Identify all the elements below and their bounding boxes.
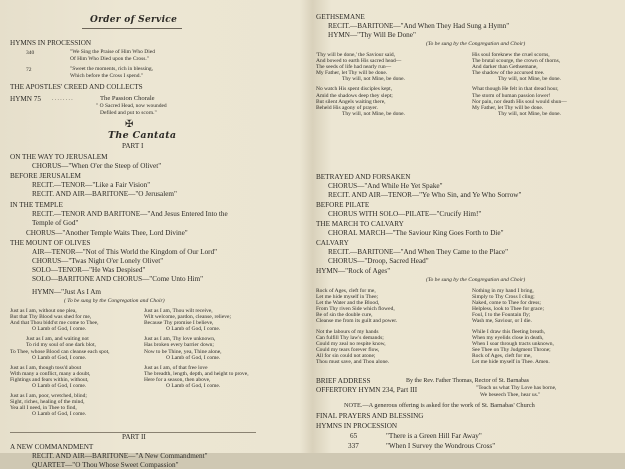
hymn-337-title: "When I Survey the Wondrous Cross"	[386, 442, 496, 450]
verse-line: His soul foreknew the cruel scorns,	[472, 52, 550, 58]
offertory-hymn: OFFERTORY HYMN 234, Part III	[316, 386, 418, 394]
verse-line: Cleanse me from its guilt and power.	[316, 318, 398, 325]
brief-address-label: BRIEF ADDRESS	[316, 377, 371, 385]
verse-line: Just as I am, Thy love unknown,	[144, 336, 216, 343]
section-in-the-temple: IN THE TEMPLE	[10, 201, 63, 209]
verse-line: My Father, let Thy will be done.	[316, 70, 388, 77]
solo-come-unto-him: SOLO—BARITONE AND CHORUS—"Come Unto Him"	[32, 275, 204, 283]
header-rule	[82, 28, 182, 29]
verse-line: The shadow of the accursed tree.	[472, 70, 545, 77]
cantata-heading: The Cantata	[108, 130, 177, 141]
verse-line: Can fulfill Thy law's demands;	[316, 334, 384, 341]
right-page	[316, 0, 616, 453]
offertory-line1: "Teach us what Thy Love has borne,	[476, 385, 557, 391]
rock-verses-left	[316, 288, 397, 365]
verse-line: Nothing in my hand I bring,	[472, 288, 534, 294]
section-before-pilate: BEFORE PILATE	[316, 201, 370, 209]
verse-line: When I soar through tracts unknown,	[472, 340, 554, 347]
verse-line: Thy will, not Mine, be done.	[498, 76, 561, 83]
verse-line: And bowed to earth His sacred head—	[316, 58, 402, 65]
chorus-while-he-spake: CHORUS—"And While He Yet Spake"	[328, 182, 443, 190]
verse-line: Could my zeal no respite know,	[316, 340, 386, 347]
passion-chorale-title: The Passion Chorale	[100, 95, 155, 102]
offering-note: NOTE.—A generous offering is asked for the work of St. Barnabas' Church	[344, 402, 535, 409]
verse-line: Here for a season, then above,	[144, 376, 211, 383]
section-new-commandment: A NEW COMMANDMENT	[10, 443, 94, 451]
left-page	[8, 0, 298, 469]
verse-line: Could my tears forever flow,	[316, 346, 380, 353]
recit-came-to-place: RECIT.—BARITONE—"And When They Came to the Place"	[328, 248, 509, 256]
procession-heading-2: HYMNS IN PROCESSION	[316, 422, 398, 430]
congregation-note-2: (To be sung by the Congregation and Choir)	[426, 277, 526, 283]
recit-ye-who-sin: RECIT. AND AIR—TENOR—"Ye Who Sin, and Ye Who Sorrow"	[328, 191, 522, 199]
hymn-72-number: 72	[26, 67, 32, 73]
verse-line: With many a conflict, many a doubt,	[10, 370, 91, 377]
chorus-another-temple: CHORUS—"Another Temple Waits Thee, Lord Divine"	[26, 229, 188, 237]
verse-line: Just as I am, without one plea,	[10, 308, 77, 314]
verse-line: Wilt welcome, pardon, cleanse, relieve;	[144, 314, 231, 321]
hymn-verses-right	[144, 308, 249, 389]
verse-line: Wash me, Saviour, or I die.	[472, 318, 532, 325]
hymn-340-line1: "We Sing the Praise of Him Who Died	[70, 49, 155, 55]
congregation-note-left: ( To be sung by the Congregation and Choir)	[64, 298, 165, 304]
chorus-crucify-him: CHORUS WITH SOLO—PILATE—"Crucify Him!"	[328, 210, 482, 218]
creed-heading: THE APOSTLES' CREED AND COLLECTS	[10, 83, 143, 91]
verse-line: O Lamb of God, I come.	[32, 326, 87, 333]
hymn-340-number: 340	[26, 50, 35, 56]
recit-temple-of-god: Temple of God"	[32, 219, 79, 227]
hymn-65-title: "There is a Green Hill Far Away"	[386, 432, 482, 440]
chorus-droop-sacred-head: CHORUS—"Droop, Sacred Head"	[328, 257, 429, 265]
verse-line: To rid my soul of one dark blot,	[26, 342, 96, 349]
verse-line: Just as I am, though toss'd about	[10, 364, 82, 371]
verse-line: Nor pain, nor death His soul would shun—	[472, 98, 567, 105]
air-not-of-this-world: AIR—TENOR—"Not of This World the Kingdom of Our Lord"	[32, 248, 218, 256]
verse-line: And darker than Gethsemane,	[472, 64, 538, 71]
recit-o-jerusalem: RECIT. AND AIR—BARITONE—"O Jerusalem"	[32, 190, 177, 198]
verse-line: Just as I am, poor, wretched, blind;	[10, 393, 87, 400]
chorale-line1: " O Sacred Head, now wounded	[96, 103, 167, 109]
offertory-line2: We beseech Thee, hear us."	[480, 392, 541, 398]
section-calvary: CALVARY	[316, 239, 349, 247]
verse-line: While I draw this fleeting breath,	[472, 328, 546, 335]
chorus-olivet: CHORUS—"When O'er the Steep of Olivet"	[32, 162, 162, 170]
verse-line: From Thy riven Side which flowed,	[316, 306, 395, 313]
verse-line: What though He felt in that dread hour,	[472, 86, 559, 93]
hymn-72-line2: Which before the Cross I spend."	[70, 73, 144, 79]
cross-icon: ✠	[125, 119, 134, 130]
verse-line: Now to be Thine, yea, Thine alone,	[144, 348, 222, 355]
verse-line: Foul, I to the Fountain fly;	[472, 312, 531, 319]
verse-line: Fightings and fears within, without,	[10, 376, 89, 383]
hymn-just-as-i-am: HYMN—"Just As I Am	[32, 288, 102, 296]
verse-line: Just as I am, Thou wilt receive,	[144, 308, 213, 314]
verse-line: Be of sin the double cure,	[316, 312, 373, 319]
recit-sung-a-hymn: RECIT.—BARITONE—"And When They Had Sung a Hymn"	[328, 22, 510, 30]
hymn-340-line2: Of Him Who Died upon the Cross."	[70, 56, 149, 62]
verse-line: Has broken every barrier down;	[144, 342, 214, 349]
verse-line: O Lamb of God, I come.	[32, 383, 87, 390]
brief-address-by: By the Rev. Father Thomas, Rector of St. Barnabas	[406, 378, 529, 384]
hymn-75-label: HYMN 75	[10, 95, 41, 103]
recit-fair-vision: RECIT.—TENOR—"Like a Fair Vision"	[32, 181, 151, 189]
verse-line: Rock of Ages, cleft for me,	[316, 288, 376, 294]
gethsemane-verses-right	[472, 52, 567, 117]
verse-line: O Lamb of God, I come.	[166, 354, 221, 361]
hymn-65-number: 65	[350, 432, 358, 440]
section-betrayed: BETRAYED AND FORSAKEN	[316, 173, 411, 181]
verse-line: All for sin could not atone;	[316, 352, 376, 359]
verse-line: Thy will, not Mine, be done.	[498, 110, 561, 117]
verse-line: My Father, let Thy will be done.	[472, 104, 544, 111]
order-of-service-heading: Order of Service	[90, 15, 178, 25]
verse-line: Naked, come to Thee for dress;	[472, 300, 541, 307]
verse-line: Rock of Ages, cleft for me,	[472, 352, 532, 359]
verse-line: Beheld His agony of prayer.	[316, 104, 378, 111]
rock-verses-right	[472, 288, 554, 365]
verse-line: 'Thy will be done,' the Saviour said,	[316, 52, 395, 58]
hymn-72-line1: "Sweet the moments, rich in blessing,	[70, 66, 154, 72]
chorus-lonely-olivet: CHORUS—"Twas Night O'er Lonely Olivet"	[32, 257, 164, 265]
verse-line: Helpless, look to Thee for grace;	[472, 306, 544, 313]
section-mount-of-olives: THE MOUNT OF OLIVES	[10, 239, 91, 247]
section-way-to-jerusalem: ON THE WAY TO JERUSALEM	[10, 153, 108, 161]
hymn-rock-of-ages: HYMN—"Rock of Ages"	[316, 267, 391, 275]
verse-line: The brutal scourge, the crown of thorns,	[472, 58, 561, 65]
quartet-sweet-compassion: QUARTET—"O Thou Whose Sweet Compassion"	[32, 461, 179, 469]
section-gethsemane: GETHSEMANE	[316, 13, 365, 21]
verse-line: Let me hide myself in Thee. Amen.	[472, 359, 550, 366]
part-1-label: PART I	[122, 142, 144, 150]
verse-line: Thy will, not Mine, be done.	[342, 76, 405, 83]
verse-line: O Lamb of God, I come.	[166, 326, 221, 333]
gethsemane-verses-left	[316, 52, 405, 117]
recit-jesus-entered: RECIT.—TENOR AND BARITONE—"And Jesus Entered Into the	[32, 210, 228, 218]
verse-line: Just as I am, of that free love	[144, 364, 208, 371]
chorale-line2: Defiled and put to scorn."	[100, 110, 157, 116]
hymn-337-number: 337	[348, 442, 359, 450]
verse-line: Just as I am, and waiting not	[26, 336, 89, 343]
section-march-to-calvary: THE MARCH TO CALVARY	[316, 220, 404, 228]
verse-line: Let the Water and the Blood,	[316, 300, 380, 307]
part-2-label: PART II	[122, 433, 146, 441]
verse-line: Thou must save, and Thou alone.	[316, 359, 390, 366]
verse-line: Because Thy promise I believe,	[144, 320, 214, 327]
verse-line: O Lamb of God, I come.	[32, 411, 87, 418]
verse-line: Let me hide myself in Thee;	[316, 294, 379, 301]
section-before-jerusalem: BEFORE JERUSALEM	[10, 172, 81, 180]
verse-line: No watch His spent disciples kept,	[316, 86, 393, 93]
recit-new-commandment: RECIT. AND AIR—BARITONE—"A New Commandment"	[32, 452, 208, 460]
verse-line: The seeds of life had nearly run—	[316, 64, 392, 71]
solo-despised: SOLO—TENOR—"He Was Despised"	[32, 266, 146, 274]
hymn-verses-left	[10, 308, 110, 418]
verse-line: See Thee on Thy Judgment Throne;	[472, 346, 551, 353]
verse-line: To Thee, whose Blood can cleanse each spot,	[10, 348, 110, 355]
final-prayers: FINAL PRAYERS AND BLESSING	[316, 412, 424, 420]
verse-line: O Lamb of God, I come.	[166, 383, 221, 390]
verse-line: Amid the shadows deep they slept;	[316, 92, 393, 99]
verse-line: The breadth, length, depth, and height to prove,	[144, 370, 249, 377]
verse-line: O Lamb of God, I come.	[32, 354, 87, 361]
verse-line: When my eyelids close in death,	[472, 334, 544, 341]
choral-march: CHORAL MARCH—"The Saviour King Goes Forth to Die"	[328, 229, 504, 237]
verse-line: But silent Angels waiting there,	[316, 98, 386, 105]
verse-line: Not the labours of my hands	[316, 328, 379, 335]
verse-line: And that Thou bidd'st me come to Thee,	[10, 320, 99, 327]
congregation-note-1: (To be sung by the Congregation and Choir)	[426, 41, 526, 47]
verse-line: Yea all I need, in Thee to find,	[10, 405, 77, 412]
verse-line: But that Thy Blood was shed for me,	[10, 314, 92, 321]
leader-dots: . . . . . . . .	[52, 96, 73, 102]
verse-line: The storm of human passion lower!	[472, 92, 551, 99]
verse-line: Thy will, not Mine, be done.	[342, 110, 405, 117]
verse-line: Sight, riches, healing of the mind,	[10, 399, 85, 406]
hymn-thy-will: HYMN—"Thy Will Be Done"	[328, 31, 416, 39]
verse-line: Simply to Thy Cross I cling;	[472, 294, 535, 301]
procession-heading: HYMNS IN PROCESSION	[10, 39, 92, 47]
